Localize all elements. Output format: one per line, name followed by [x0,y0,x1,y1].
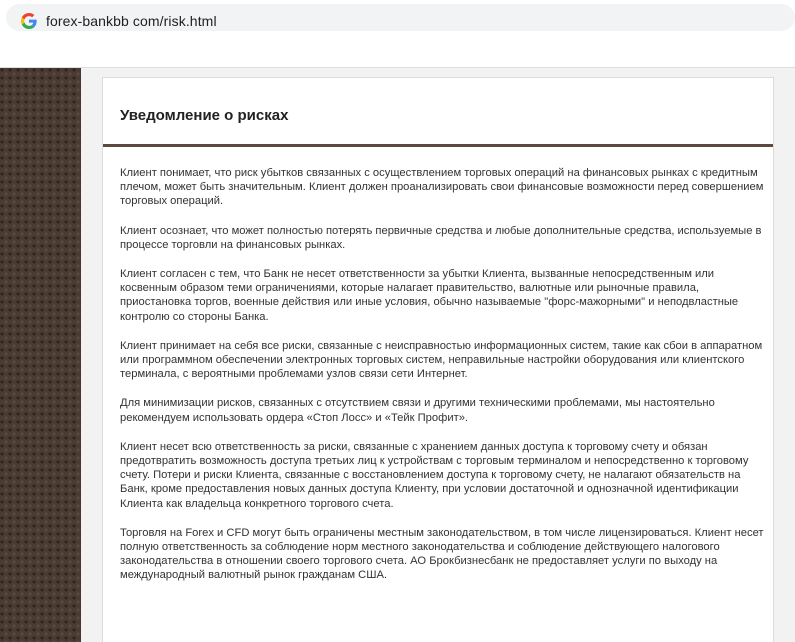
risk-paragraph: Клиент осознает, что может полностью потерять первичные средства и любые дополнительные средства, используемые в процессе торговли на финансовых рынках. [120,224,762,251]
page-title: Уведомление о рисках [120,107,289,124]
title-divider [103,144,773,147]
url-field[interactable] [6,4,795,31]
risk-paragraph: Клиент понимает, что риск убытков связанных с осуществлением торговых операций на финансовых рынках с кредитным плечом, может быть значительным. Клиент должен проанализировать свои финансовые возможности перед совершением торговых операций. [120,167,764,208]
risk-paragraph: Клиент принимает на себя все риски, связанные с неисправностью информационных систем, такие как сбои в аппаратном или программном обеспечении электронных торговых систем, неправильные настройки оборудования или клиентского терминала, с вероятными проблемами узлов связи сети Интернет. [120,339,763,381]
risk-paragraph: Торговля на Forex и CFD могут быть ограничены местным законодательством, в том числе лицензироваться. Клиент несет полную ответственность за соблюдение норм местного законодательства и соблюдение действующего налогового законодательства в отношении своего торгового счета. АО Брокбизнесбанк не предоставляет услуги по выходу на международный валютный рынок гражданам США. [120,526,764,582]
risk-text [120,166,765,598]
risk-paragraph: Клиент несет всю ответственность за риски, связанные с хранением данных доступа к торговому счету и обязан предотвратить возможность доступа третьих лиц к устройствам с торговым терминалом и непосредственно к торговому счету. Потери и риски Клиента, связанные с восстановлением доступа к торговому счету, не налагают обязательств на Банк, кроме предоставления новых данных доступа Клиенту, при условии достаточной и однозначной идентификации Клиента как владельца конкретного торгового счета. [120,440,749,510]
google-g-icon [21,13,37,29]
content-area [81,68,795,642]
risk-notice-panel [102,77,774,642]
left-patterned-sidebar [0,68,81,642]
risk-paragraph: Для минимизации рисков, связанных с отсутствием связи и другими техническими проблемами, мы настоятельно рекомендуем использовать ордера «Стоп Лосс» и «Тейк Профит». [120,397,715,424]
browser-address-bar [0,0,795,68]
risk-paragraph: Клиент согласен с тем, что Банк не несет ответственности за убытки Клиента, вызванные непосредственным или косвенным образом теми ограничениями, которые налагает правительство, валютные или рыночные правила, приостановка торгов, военные действия или иные условия, обычно называемые "форс-мажорными" и неподвластные контролю со стороны Банка. [120,268,739,323]
url-text[interactable]: forex-bankbb com/risk.html [46,13,217,29]
